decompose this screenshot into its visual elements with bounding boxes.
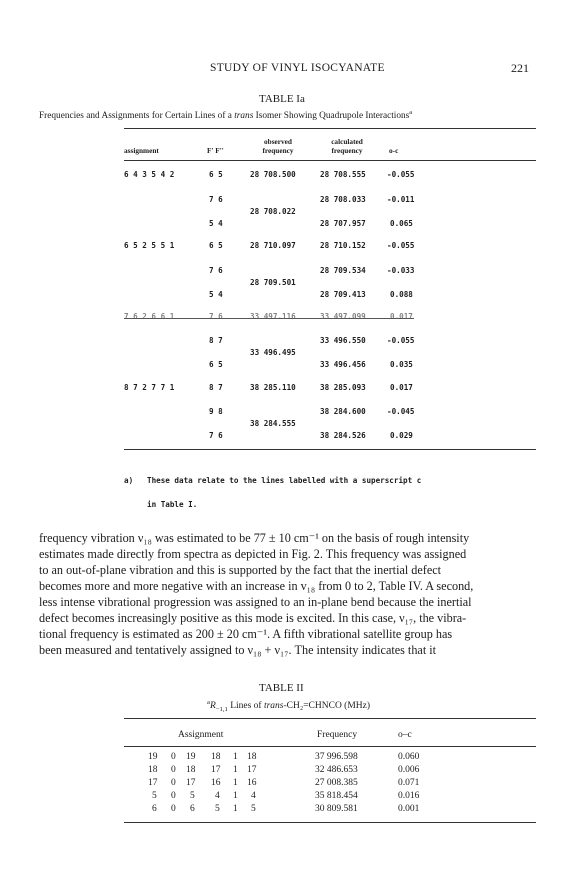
table1-group1-f-row1: 6 5 [209, 170, 223, 179]
table2-row2-a3: 18 [186, 765, 196, 775]
table2-row3-a1: 17 [148, 778, 158, 788]
table1-group2-calc-row2: 28 709.534 [320, 266, 366, 275]
table2-row5-frequency: 30 809.581 [315, 804, 358, 814]
table1-group2-f-row2: 7 6 [209, 266, 223, 275]
table2-row2-frequency: 32 486.653 [315, 765, 358, 775]
table2-row4-a2: 0 [171, 791, 176, 801]
table1-group2-assignment: 6 5 2 5 5 1 [124, 241, 175, 250]
table2-row2-a6: 17 [247, 765, 257, 775]
table2-row4-a5: 1 [233, 791, 238, 801]
table1-group1-calc-row1: 28 708.555 [320, 170, 366, 179]
table2-row5-oc: 0.001 [398, 804, 420, 814]
table1-group3-calc-row3: 33 496.456 [320, 360, 366, 369]
table1-group1-oc-row2: -0.011 [387, 195, 415, 204]
body-text-line5: less intense vibrational progression was assigned to an in-plane bend because the inertial [39, 595, 472, 609]
body-text-line3: to an out-of-plane vibration and this is supported by the fact that the inertial defect [39, 563, 442, 577]
table2-row1-a6: 18 [247, 752, 257, 762]
table2-top-rule [124, 718, 536, 719]
table2-row3-a4: 16 [211, 778, 221, 788]
table1-group4-calc-row2: 38 284.600 [320, 407, 366, 416]
table1-group3-observed1: 33 497.116 [250, 312, 296, 321]
table2-header-oc: o–c [398, 730, 412, 740]
table2-row4-a3: 5 [190, 791, 195, 801]
running-header: STUDY OF VINYL ISOCYANATE [210, 62, 385, 74]
table2-row1-a5: 1 [233, 752, 238, 762]
table1-caption: Frequencies and Assignments for Certain Lines of a trans Isomer Showing Quadrupole Interactions$^a$ [39, 109, 413, 122]
table1-group3-oc-row3: 0.035 [390, 360, 413, 369]
table2-row1-a4: 18 [211, 752, 221, 762]
table1-group2-observed1: 28 710.097 [250, 241, 296, 250]
table2-header-assignment: Assignment [178, 730, 224, 740]
table2-row2-a2: 0 [171, 765, 176, 775]
table1-group3-f-row3: 6 5 [209, 360, 223, 369]
table1-group1-oc-row1: -0.055 [387, 170, 415, 179]
table2-row5-a1: 6 [152, 804, 157, 814]
table1-group3-f-row2: 8 7 [209, 336, 223, 345]
table1-group3-calc-row1: 33 497.099 [320, 312, 366, 321]
table2-title: TABLE II [259, 682, 304, 694]
table2-row4-frequency: 35 818.454 [315, 791, 358, 801]
table2-row2-a4: 17 [211, 765, 221, 775]
body-text-line4: becomes more and more negative with an increase in v₁₈ from 0 to 2, Table IV. A second, [39, 579, 474, 593]
table1-group2-f-row1: 6 5 [209, 241, 223, 250]
table1-top-rule [124, 128, 536, 129]
table1-group1-assignment: 6 4 3 5 4 2 [124, 170, 175, 179]
table2-row3-oc: 0.071 [398, 778, 420, 788]
table1-group2-oc-row3: 0.088 [390, 290, 413, 299]
table1-header-rule [124, 160, 536, 161]
table1-group3-observed2: 33 496.495 [250, 348, 296, 357]
table2-row5-a4: 5 [215, 804, 220, 814]
table2-row1-frequency: 37 996.598 [315, 752, 358, 762]
table1-group1-calc-row2: 28 708.033 [320, 195, 366, 204]
table1-group4-f-row3: 7 6 [209, 431, 223, 440]
table2-row3-a6: 16 [247, 778, 257, 788]
table1-group4-oc-row1: 0.017 [390, 383, 413, 392]
body-text-line6: defect becomes increasingly positive as this mode is excited. In this case, ν₁₇, the vibra- [39, 611, 467, 625]
table2-caption: $^aR_{-1,1}$ Lines of trans-CH₂=CHNCO (MHz) [207, 699, 371, 714]
table2-bottom-rule [124, 822, 536, 823]
table1-group2-f-row3: 5 4 [209, 290, 223, 299]
table2-row5-a5: 1 [233, 804, 238, 814]
table1-footnote-line1: These data relate to the lines labelled with a superscript c [147, 476, 422, 485]
table1-group1-observed2: 28 708.022 [250, 207, 296, 216]
table1-header-observed: observed frequency [262, 137, 294, 155]
table1-group2-calc-row1: 28 710.152 [320, 241, 366, 250]
table2-row2-oc: 0.006 [398, 765, 420, 775]
table2-row2-a1: 18 [148, 765, 158, 775]
table1-group3-oc-row2: -0.055 [387, 336, 415, 345]
table2-row1-a3: 19 [186, 752, 196, 762]
table2-row1-oc: 0.060 [398, 752, 420, 762]
table1-group4-assignment: 8 7 2 7 7 1 [124, 383, 175, 392]
table1-group1-f-row2: 7 6 [209, 195, 223, 204]
table1-footnote-marker: a) [124, 476, 134, 485]
table1-group1-f-row3: 5 4 [209, 219, 223, 228]
table1-group4-observed1: 38 285.110 [250, 383, 296, 392]
table1-group3-assignment: 7 6 2 6 6 1 [124, 312, 175, 321]
table2-row4-a1: 5 [152, 791, 157, 801]
page-number: 221 [511, 61, 529, 75]
table2-row3-a2: 0 [171, 778, 176, 788]
table2-row1-a1: 19 [148, 752, 158, 762]
table1-group2-oc-row2: -0.033 [387, 266, 415, 275]
table2-row4-oc: 0.016 [398, 791, 420, 801]
table1-header-assignment: assignment [124, 146, 159, 155]
table2-row5-a2: 0 [171, 804, 176, 814]
table1-group4-calc-row1: 38 285.093 [320, 383, 366, 392]
table1-header-f: F' F'' [207, 146, 224, 155]
table1-group4-f-row2: 9 8 [209, 407, 223, 416]
table1-group4-calc-row3: 38 284.526 [320, 431, 366, 440]
table2-row5-a6: 5 [251, 804, 256, 814]
table1-group4-oc-row2: -0.045 [387, 407, 415, 416]
table1-strikethrough [124, 318, 414, 319]
table2-row3-a3: 17 [186, 778, 196, 788]
table1-footnote-line2: in Table I. [147, 500, 198, 509]
table1-bottom-rule [124, 449, 536, 450]
table2-header-rule [124, 746, 536, 747]
body-text-line2: estimates made directly from spectra as depicted in Fig. 2. This frequency was assigned [39, 547, 467, 561]
body-text-line1: frequency vibration ν₁₈ was estimated to be 77 ± 10 cm⁻¹ on the basis of rough intensity [39, 531, 470, 545]
table1-group1-oc-row3: 0.065 [390, 219, 413, 228]
table1-group3-f-row1: 7 6 [209, 312, 223, 321]
body-text-line7: tional frequency is estimated as 200 ± 20 cm⁻¹. A fifth vibrational satellite group has [39, 627, 453, 641]
table2-row1-a2: 0 [171, 752, 176, 762]
table1-group3-oc-row1: 0.017 [390, 312, 413, 321]
table2-row3-a5: 1 [233, 778, 238, 788]
table2-row5-a3: 6 [190, 804, 195, 814]
table1-group4-oc-row3: 0.029 [390, 431, 413, 440]
table1-group3-calc-row2: 33 496.550 [320, 336, 366, 345]
table2-header-frequency: Frequency [317, 730, 358, 740]
table1-group4-observed2: 38 284.555 [250, 419, 296, 428]
table1-group1-observed1: 28 708.500 [250, 170, 296, 179]
table1-group1-calc-row3: 28 707.957 [320, 219, 366, 228]
table1-group2-observed2: 28 709.501 [250, 278, 296, 287]
table1-header-calculated: calculated frequency [331, 137, 363, 155]
table1-group2-oc-row1: -0.055 [387, 241, 415, 250]
body-text-line8: been measured and tentatively assigned to ν₁₈ + ν₁₇. The intensity indicates that it [39, 643, 437, 657]
table1-group4-f-row1: 8 7 [209, 383, 223, 392]
table1-title: TABLE Ia [259, 93, 305, 105]
table2-row4-a4: 4 [215, 791, 220, 801]
table2-row3-frequency: 27 008.385 [315, 778, 358, 788]
table2-row2-a5: 1 [233, 765, 238, 775]
table2-row4-a6: 4 [251, 791, 256, 801]
table1-group2-calc-row3: 28 709.413 [320, 290, 366, 299]
table1-header-oc: o-c [389, 146, 399, 155]
